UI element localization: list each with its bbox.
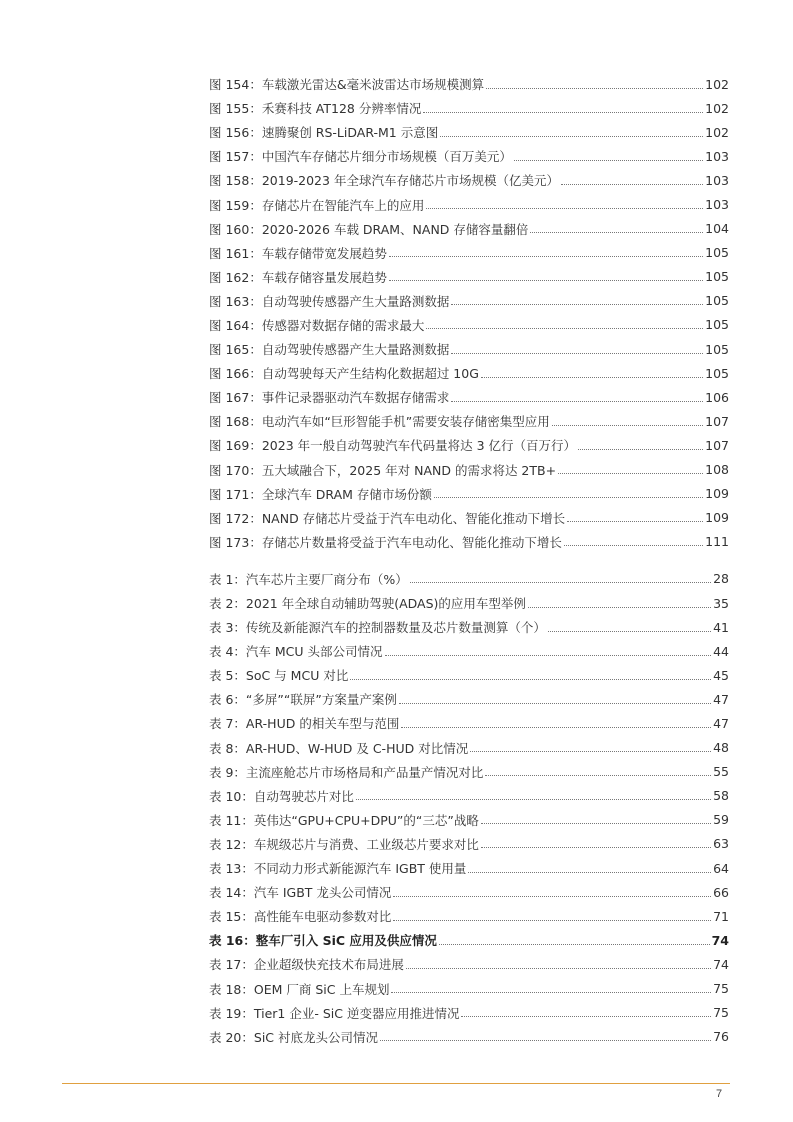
entry-page-number: 111	[705, 534, 729, 550]
entry-page-number: 75	[713, 981, 729, 997]
entry-label: 表 14：汽车 IGBT 龙头公司情况	[209, 885, 392, 901]
dot-leader	[451, 304, 703, 305]
entry-label: 图 163：自动驾驶传感器产生大量路测数据	[209, 293, 450, 309]
footer-divider	[62, 1083, 730, 1084]
dot-leader	[561, 184, 703, 185]
entry-page-number: 28	[713, 571, 729, 587]
entry-page-number: 45	[713, 667, 729, 683]
entry-label: 图 166：自动驾驶每天产生结构化数据超过 10G	[209, 366, 479, 382]
entry-label: 图 158：2019-2023 年全球汽车存储芯片市场规模（亿美元）	[209, 173, 559, 189]
entry-page-number: 107	[705, 437, 729, 453]
entry-label: 表 3：传统及新能源汽车的控制器数量及芯片数量测算（个）	[209, 620, 546, 636]
entry-page-number: 64	[713, 860, 729, 876]
entry-label: 图 168：电动汽车如“巨形智能手机”需要安装存储密集型应用	[209, 414, 550, 430]
toc-figure-entry[interactable]	[209, 506, 729, 530]
entry-page-number: 103	[705, 148, 729, 164]
entry-label: 表 7：AR-HUD 的相关车型与范围	[209, 716, 400, 732]
dot-leader	[578, 449, 703, 450]
toc-figure-entry[interactable]	[209, 265, 729, 289]
toc-figure-entry[interactable]	[209, 458, 729, 482]
table-list	[209, 567, 729, 1049]
entry-label: 图 162：车载存储容量发展趋势	[209, 269, 387, 285]
dot-leader	[481, 823, 711, 824]
entry-label: 图 155：禾赛科技 AT128 分辨率情况	[209, 101, 422, 117]
entry-label: 图 160：2020-2026 车载 DRAM、NAND 存储容量翻倍	[209, 221, 529, 237]
entry-label: 表 2：2021 年全球自动辅助驾驶(ADAS)的应用车型举例	[209, 596, 526, 612]
dot-leader	[461, 1016, 711, 1017]
toc-table-entry[interactable]	[209, 736, 729, 760]
toc-figure-entry[interactable]	[209, 168, 729, 192]
dot-leader	[485, 775, 711, 776]
dot-leader	[440, 136, 703, 137]
toc-figure-entry[interactable]	[209, 120, 729, 144]
toc-table-entry[interactable]	[209, 808, 729, 832]
dot-leader	[399, 703, 711, 704]
toc-table-entry[interactable]	[209, 639, 729, 663]
entry-page-number: 102	[705, 100, 729, 116]
toc-figure-entry[interactable]	[209, 96, 729, 120]
dot-leader	[528, 607, 711, 608]
toc-figure-entry[interactable]	[209, 482, 729, 506]
dot-leader	[451, 353, 703, 354]
entry-page-number: 74	[713, 956, 729, 972]
toc-figure-entry[interactable]	[209, 337, 729, 361]
toc-figure-entry[interactable]	[209, 289, 729, 313]
dot-leader	[406, 968, 711, 969]
toc-table-entry[interactable]	[209, 856, 729, 880]
entry-page-number: 103	[705, 197, 729, 213]
entry-label: 表 9：主流座舱芯片市场格局和产品量产情况对比	[209, 764, 484, 780]
dot-leader	[434, 497, 703, 498]
dot-leader	[426, 208, 703, 209]
entry-page-number: 109	[705, 510, 729, 526]
entry-page-number: 108	[705, 462, 729, 478]
dot-leader	[380, 1040, 711, 1041]
entry-page-number: 105	[705, 293, 729, 309]
dot-leader	[468, 872, 711, 873]
entry-page-number: 102	[705, 124, 729, 140]
dot-leader	[439, 944, 710, 945]
entry-label: 表 11：英伟达“GPU+CPU+DPU”的“三芯”战略	[209, 812, 479, 828]
entry-label: 表 12：车规级芯片与消费、工业级芯片要求对比	[209, 836, 479, 852]
dot-leader	[393, 920, 711, 921]
entry-page-number: 104	[705, 221, 729, 237]
toc-table-entry[interactable]	[209, 1025, 729, 1049]
page-number: 7	[716, 1088, 723, 1100]
toc-table-entry[interactable]	[209, 567, 729, 591]
entry-page-number: 105	[705, 341, 729, 357]
dot-leader	[481, 847, 711, 848]
dot-leader	[514, 160, 703, 161]
toc-table-entry[interactable]	[209, 663, 729, 687]
entry-page-number: 55	[713, 764, 729, 780]
toc-table-entry[interactable]	[209, 832, 729, 856]
entry-label: 图 169：2023 年一般自动驾驶汽车代码量将达 3 亿行（百万行）	[209, 438, 577, 454]
entry-label: 表 13：不同动力形式新能源汽车 IGBT 使用量	[209, 861, 467, 877]
entry-page-number: 76	[713, 1029, 729, 1045]
entry-page-number: 105	[705, 269, 729, 285]
dot-leader	[389, 280, 703, 281]
dot-leader	[423, 112, 703, 113]
entry-page-number: 47	[713, 715, 729, 731]
toc-table-entry[interactable]	[209, 760, 729, 784]
dot-leader	[530, 232, 703, 233]
dot-leader	[558, 473, 703, 474]
entry-page-number: 102	[705, 76, 729, 92]
toc-figure-entry[interactable]	[209, 72, 729, 96]
toc-table-entry[interactable]	[209, 1001, 729, 1025]
dot-leader	[391, 992, 711, 993]
entry-page-number: 44	[713, 643, 729, 659]
toc-figure-entry[interactable]	[209, 409, 729, 433]
dot-leader	[486, 88, 703, 89]
toc-table-entry[interactable]	[209, 687, 729, 711]
entry-page-number: 105	[705, 317, 729, 333]
dot-leader	[410, 582, 711, 583]
dot-leader	[548, 631, 711, 632]
entry-page-number: 48	[713, 740, 729, 756]
entry-label: 表 20：SiC 衬底龙头公司情况	[209, 1029, 378, 1045]
entry-page-number: 59	[713, 812, 729, 828]
entry-label: 表 17：企业超级快充技术布局进展	[209, 957, 404, 973]
entry-page-number: 107	[705, 413, 729, 429]
toc-figure-entry[interactable]	[209, 433, 729, 457]
dot-leader	[401, 727, 711, 728]
dot-leader	[389, 256, 703, 257]
entry-page-number: 103	[705, 172, 729, 188]
entry-label: 表 1：汽车芯片主要厂商分布（%）	[209, 571, 408, 587]
entry-label: 表 15：高性能车电驱动参数对比	[209, 909, 392, 925]
toc-table-entry[interactable]	[209, 591, 729, 615]
dot-leader	[451, 401, 703, 402]
entry-label: 表 4：汽车 MCU 头部公司情况	[209, 644, 383, 660]
entry-label: 图 161：车载存储带宽发展趋势	[209, 245, 387, 261]
entry-label: 表 6：“多屏”“联屏”方案量产案例	[209, 692, 397, 708]
entry-label: 表 8：AR-HUD、W-HUD 及 C-HUD 对比情况	[209, 740, 469, 756]
toc-table-entry[interactable]	[209, 880, 729, 904]
dot-leader	[567, 521, 703, 522]
entry-label: 图 167：事件记录器驱动汽车数据存储需求	[209, 390, 450, 406]
entry-label: 图 156：速腾聚创 RS-LiDAR-M1 示意图	[209, 125, 439, 141]
entry-label: 图 154：车载激光雷达&毫米波雷达市场规模测算	[209, 77, 485, 93]
entry-page-number: 58	[713, 788, 729, 804]
toc-figure-entry[interactable]	[209, 192, 729, 216]
entry-label: 表 16：整车厂引入 SiC 应用及供应情况	[209, 933, 437, 949]
entry-page-number: 35	[713, 595, 729, 611]
toc-table-entry[interactable]	[209, 711, 729, 735]
entry-label: 图 170：五大域融合下，2025 年对 NAND 的需求将达 2TB+	[209, 462, 557, 478]
toc-table-entry[interactable]	[209, 976, 729, 1000]
entry-label: 表 10：自动驾驶芯片对比	[209, 788, 354, 804]
dot-leader	[356, 799, 711, 800]
toc-figure-entry[interactable]	[209, 241, 729, 265]
dot-leader	[470, 751, 711, 752]
entry-label: 表 18：OEM 厂商 SiC 上车规划	[209, 981, 390, 997]
entry-page-number: 47	[713, 691, 729, 707]
entry-label: 表 5：SoC 与 MCU 对比	[209, 668, 349, 684]
entry-page-number: 105	[705, 245, 729, 261]
entry-label: 图 159：存储芯片在智能汽车上的应用	[209, 197, 425, 213]
entry-page-number: 41	[713, 619, 729, 635]
entry-label: 图 157：中国汽车存储芯片细分市场规模（百万美元）	[209, 149, 512, 165]
toc-figure-entry[interactable]	[209, 313, 729, 337]
toc-figure-entry[interactable]	[209, 385, 729, 409]
toc-figure-entry[interactable]	[209, 144, 729, 168]
dot-leader	[393, 896, 711, 897]
entry-page-number: 63	[713, 836, 729, 852]
toc-table-entry[interactable]	[209, 784, 729, 808]
toc-figure-entry[interactable]	[209, 361, 729, 385]
table-of-contents	[209, 72, 729, 1049]
dot-leader	[350, 679, 711, 680]
toc-table-entry[interactable]	[209, 615, 729, 639]
entry-page-number: 71	[713, 908, 729, 924]
toc-table-entry[interactable]	[209, 904, 729, 928]
toc-table-entry[interactable]	[209, 952, 729, 976]
entry-page-number: 74	[711, 932, 729, 948]
entry-page-number: 106	[705, 389, 729, 405]
entry-label: 图 165：自动驾驶传感器产生大量路测数据	[209, 342, 450, 358]
toc-figure-entry[interactable]	[209, 217, 729, 241]
entry-page-number: 105	[705, 365, 729, 381]
dot-leader	[564, 545, 703, 546]
figure-list	[209, 72, 729, 554]
entry-label: 图 171：全球汽车 DRAM 存储市场份额	[209, 486, 432, 502]
dot-leader	[426, 328, 703, 329]
entry-page-number: 66	[713, 884, 729, 900]
entry-page-number: 109	[705, 486, 729, 502]
entry-label: 图 172：NAND 存储芯片受益于汽车电动化、智能化推动下增长	[209, 510, 566, 526]
dot-leader	[385, 655, 712, 656]
dot-leader	[552, 425, 703, 426]
section-gap	[209, 554, 729, 567]
dot-leader	[481, 377, 703, 378]
entry-label: 表 19：Tier1 企业- SiC 逆变器应用推进情况	[209, 1005, 460, 1021]
toc-figure-entry[interactable]	[209, 530, 729, 554]
entry-label: 图 173：存储芯片数量将受益于汽车电动化、智能化推动下增长	[209, 534, 562, 550]
toc-table-entry[interactable]	[209, 928, 729, 952]
entry-label: 图 164：传感器对数据存储的需求最大	[209, 317, 425, 333]
entry-page-number: 75	[713, 1005, 729, 1021]
